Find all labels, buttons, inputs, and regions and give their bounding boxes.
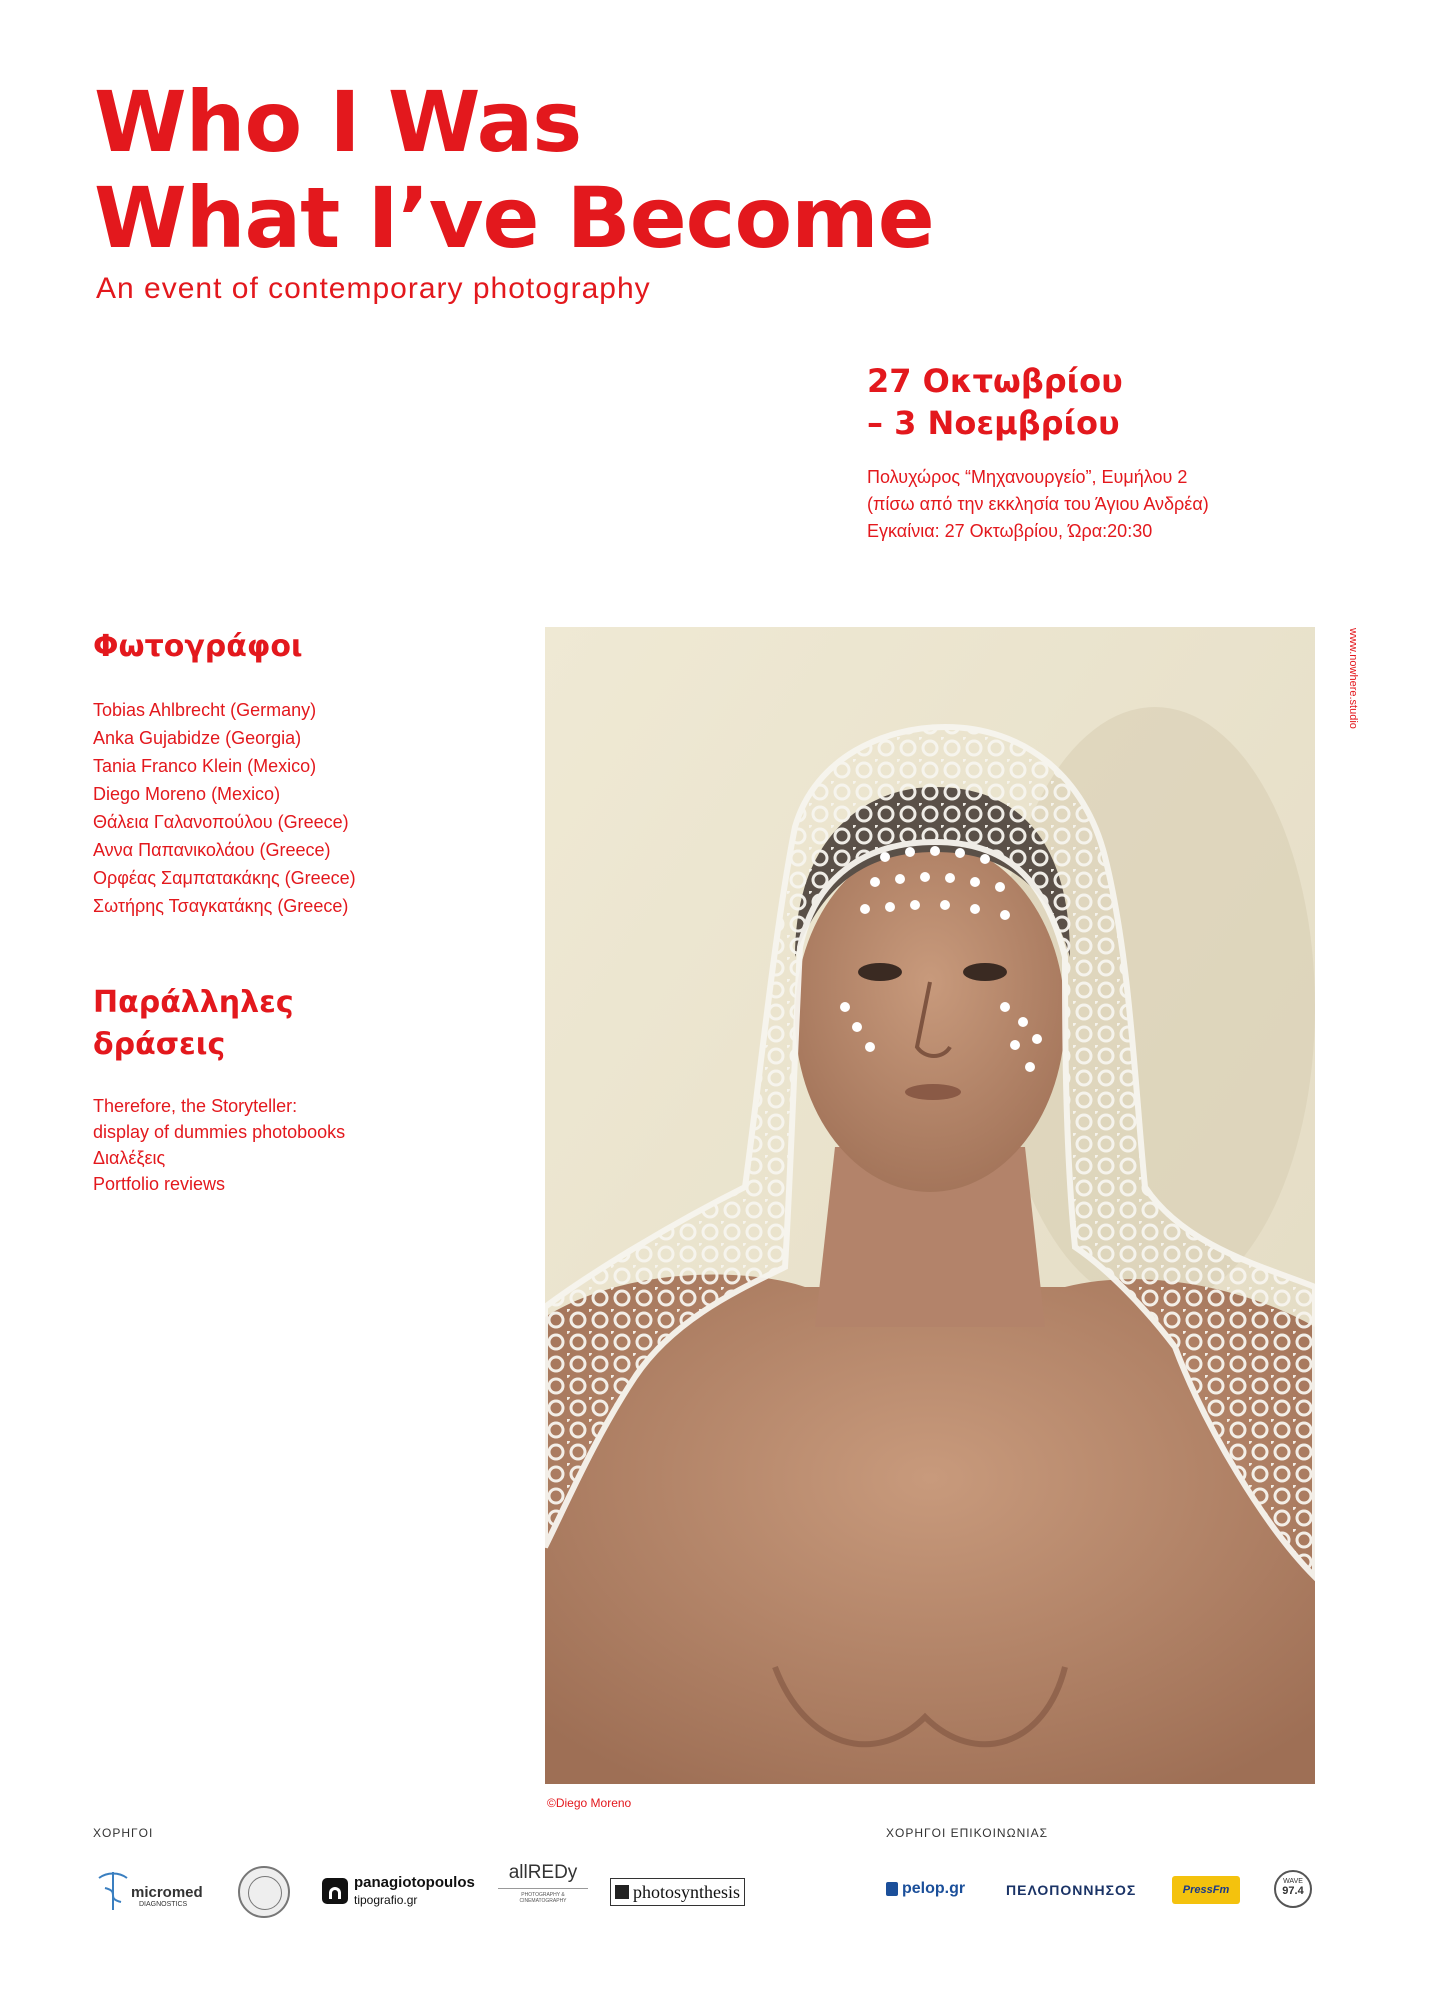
subtitle: An event of contemporary photography [96, 272, 651, 305]
allredy-logo [498, 1862, 588, 1918]
photographers-heading: Φωτογράφοι [93, 629, 303, 664]
parallel-events-list [93, 1093, 345, 1197]
seal-logo [238, 1866, 290, 1918]
pressfm-text: PressFm [1182, 1884, 1230, 1896]
list-item: Ορφέας Σαμπατακάκης (Greece) [93, 868, 356, 888]
micromed-text: micromed [131, 1884, 203, 1901]
poster-title [94, 74, 1194, 266]
wave-frequency: 97.4 [1282, 1885, 1304, 1897]
parallel-events-heading [93, 982, 294, 1066]
micromed-logo [95, 1868, 210, 1914]
pelop-icon [886, 1882, 898, 1896]
list-item: Tania Franco Klein (Mexico) [93, 756, 317, 776]
list-item: Therefore, the Storyteller: [93, 1096, 298, 1116]
allredy-subtext: PHOTOGRAPHY & CINEMATOGRAPHY [519, 1892, 567, 1904]
list-item: Tobias Ahlbrecht (Germany) [93, 700, 317, 720]
list-item: Anka Gujabidze (Georgia) [93, 728, 302, 748]
date-end: – 3 Νοεμβρίου [867, 404, 1120, 442]
seal-inner-icon [248, 1876, 282, 1910]
photographers-list [93, 696, 356, 920]
panagiotopoulos-icon [322, 1878, 348, 1904]
venue-line-3: Εγκαίνια: 27 Οκτωβρίου, Ώρα:20:30 [867, 521, 1153, 541]
wave-text: WAVE [1283, 1878, 1303, 1885]
panagiotopoulos-subtext: tipografio.gr [354, 1893, 418, 1907]
photo-credit: ©Diego Moreno [547, 1796, 632, 1810]
peloponnisos-logo: ΠΕΛΟΠΟΝΝΗΣΟΣ [1006, 1882, 1137, 1898]
micromed-subtext: DIAGNOSTICS [139, 1901, 188, 1908]
photosynthesis-logo [610, 1878, 745, 1906]
panagiotopoulos-text: panagiotopoulos [354, 1874, 475, 1891]
venue-line-2: (πίσω από την εκκλησία του Άγιου Ανδρέα) [867, 494, 1209, 514]
list-item: Αννα Παπανικολάου (Greece) [93, 840, 331, 860]
wave-radio-logo [1274, 1870, 1312, 1908]
venue-info [867, 464, 1209, 545]
caduceus-icon [95, 1870, 131, 1912]
title-line-2: What I’ve Become [94, 169, 934, 267]
list-item: Διαλέξεις [93, 1148, 166, 1168]
parallel-heading-line-1: Παράλληλες [93, 985, 294, 1020]
event-dates [867, 360, 1123, 444]
list-item: Diego Moreno (Mexico) [93, 784, 281, 804]
date-start: 27 Οκτωβρίου [867, 362, 1123, 400]
parallel-heading-line-2: δράσεις [93, 1027, 226, 1062]
media-sponsors-label: ΧΟΡΗΓΟΙ ΕΠΙΚΟΙΝΩΝΙΑΣ [886, 1826, 1048, 1840]
list-item: Θάλεια Γαλανοπούλου (Greece) [93, 812, 349, 832]
photosynthesis-icon [615, 1885, 629, 1899]
pelop-text: pelop.gr [902, 1880, 966, 1897]
portrait-photo [545, 627, 1315, 1784]
venue-line-1: Πολυχώρος “Μηχανουργείο”, Ευμήλου 2 [867, 467, 1188, 487]
list-item: Σωτήρης Τσαγκατάκης (Greece) [93, 896, 349, 916]
website-link[interactable]: www.nowhere.studio [1347, 628, 1359, 729]
panagiotopoulos-logo [322, 1874, 482, 1910]
pelop-logo [886, 1880, 965, 1898]
pressfm-logo [1172, 1876, 1240, 1904]
sponsors-label: ΧΟΡΗΓΟΙ [93, 1826, 154, 1840]
photosynthesis-text: photosynthesis [633, 1881, 741, 1902]
list-item: display of dummies photobooks [93, 1122, 346, 1142]
list-item: Portfolio reviews [93, 1174, 226, 1194]
title-line-1: Who I Was [94, 73, 582, 171]
allredy-text: allREDy [498, 1862, 588, 1889]
portrait-illustration [545, 627, 1315, 1784]
